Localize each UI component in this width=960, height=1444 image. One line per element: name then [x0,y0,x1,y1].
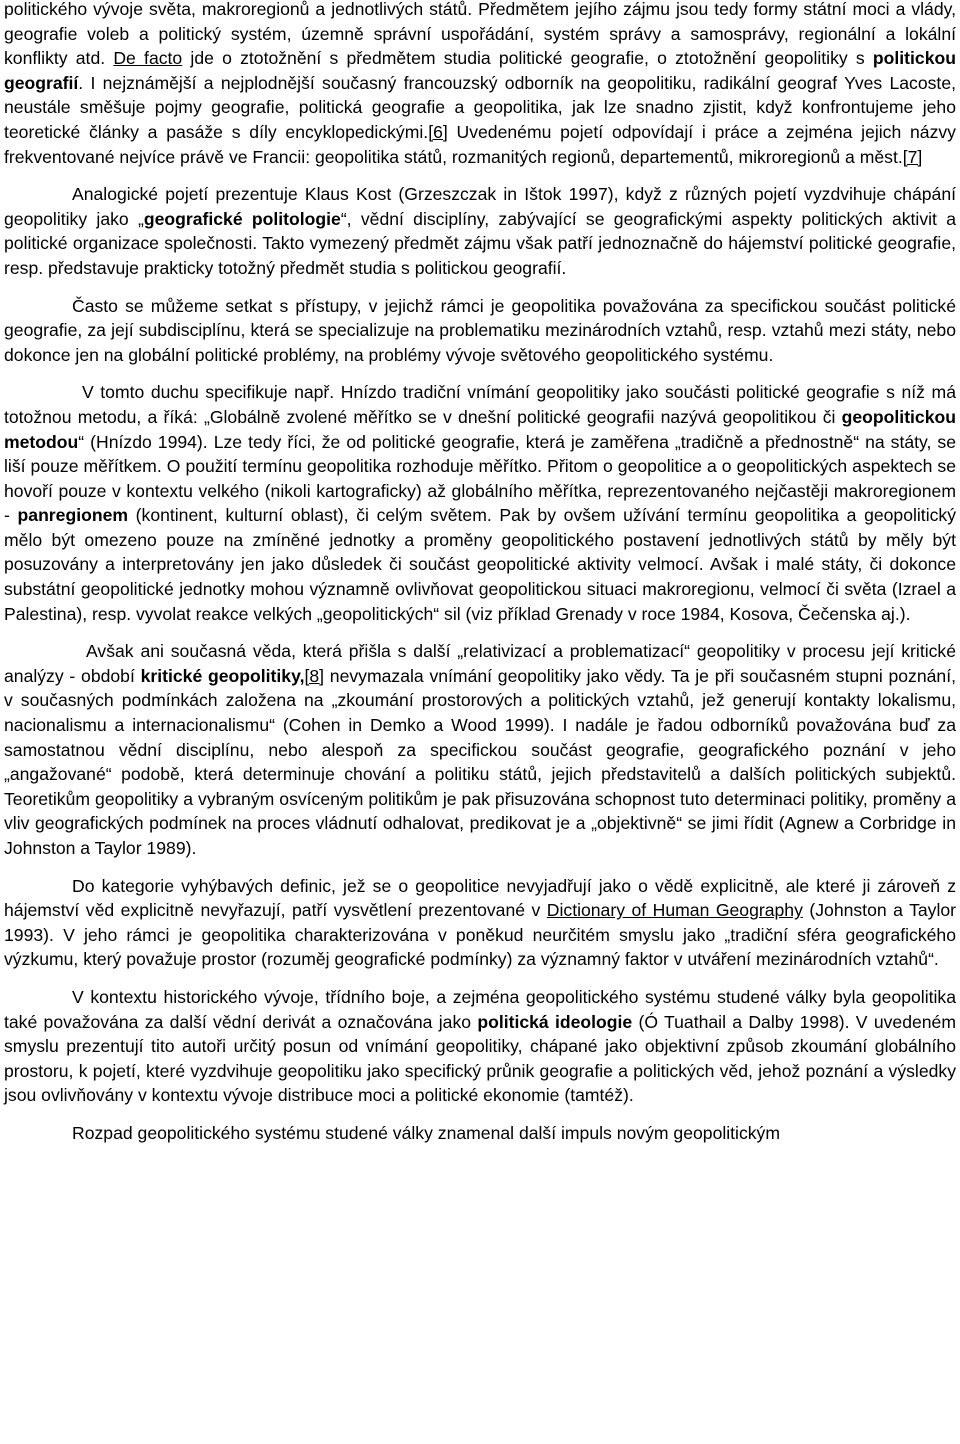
text-run: “ (Hnízdo 1994). Lze tedy říci, že od politické geografie, která je zaměřena „tradičně a přednostně“ na státy, se liší pouze měřítkem. O použití termínu geopolitika rozhoduje měřítko. Přitom o geopolitice a o geopolitických aspektech se hovoří pouze v kontextu velkého (nikoli kartograficky) až globálního měřítka, reprezentovaného nejčastěji makroregionem - [4,431,956,526]
bold-term: panregionem [17,505,128,526]
text-run: (Johnston a Taylor 1993). V jeho rámci je geopolitika charakterizována v poněkud neurčitém smyslu jako „tradiční sféra geografického výzkumu, který považuje prostor (rozuměj geografické podmínky) za významný faktor v utváření mezinárodních vztahů“. [4,900,956,970]
bold-term: geopolitickou metodou [4,406,956,452]
text-run: V kontextu historického vývoje, třídního boje, a zejména geopolitického systému studené války byla geopolitika také považována za další vědní derivát a označována jako [4,986,956,1032]
text-run: Rozpad geopolitického systému studené války znamenal další impuls novým geopolitickým [72,1122,781,1143]
text-run: politického vývoje světa, makroregionů a jednotlivých států. Předmětem jejího zájmu jsou tedy formy státní moci a vlády, geografie voleb a politický systém, územně správní uspořádání, systém správy a samosprávy, regionální a lokální konflikty atd. [4,0,956,69]
bold-term: politickou geografií [4,48,956,93]
document-body [4,0,956,1146]
text-run: (kontinent, kulturní oblast), či celým světem. Pak by ovšem užívání termínu geopolitika a geopolitický mělo být omezeno pouze na zmíněné jednotky a proměny geopolitického postavení jednotlivých států by měly být posuzovány a interpretovány jen jako důsledek či součást geopolitické aktivity velmocí. Avšak i malé státy, či dokonce substátní geopolitické jednotky mohou významně ovlivňovat geopolitickou situaci makroregionu, velmocí či světa (Izrael a Palestina), resp. vyvolat reakce velkých „geopolitických“ sil (viz příklad Grenady v roce 1984, Kosova, Čečenska aj.). [4,505,956,624]
text-run: V tomto duchu specifikuje např. Hnízdo tradiční vnímání geopolitiky jako součásti politické geografie s níž má totožnou metodu, a říká: „Globálně zvolené měřítko se v dnešní politické geografii nazývá geopolitikou či [4,382,956,427]
text-run: Často se můžeme setkat s přístupy, v jejichž rámci je geopolitika považována za specifickou součást politické geografie, za její subdisciplínu, která se specializuje na problematiku mezinárodních vztahů, resp. vztahů mezi státy, nebo dokonce jen na globální politické problémy, na problémy vývoje světového geopolitického systému. [4,295,956,365]
hyperlink[interactable]: Dictionary of Human Geography [546,900,803,921]
text-run: Avšak ani současná věda, která přišla s další „relativizací a problematizací“ geopolitiky v procesu její kritické analýzy - období [4,641,956,686]
paragraph [4,182,956,280]
text-run: nevymazala vnímání geopolitiky jako vědy. Ta je při současném stupni poznání, v současných podmínkách založena na „zkoumání prostorových a politických vztahů, jež generují kontakty lokalismu, nacionalismu a internacionalismu“ (Cohen in Demko a Wood 1999). I nadále je řadou odborníků považována buď za samostatnou vědní disciplínu, nebo alespoň za specifickou součást geografie, geografického poznání v jeho „angažované“ podobě, která determinuje chování a politiku států, jejich představitelů a dalších politických subjektů. Teoretikům geopolitiky a vybraným osvíceným politikům je pak přisuzována schopnost tuto determinaci politiky, proměny a vliv geografických podmínek na proces vládnutí odhalovat, predikovat je a „objektivně“ se jimi řídit (Agnew a Corbridge in Johnston a Taylor 1989). [4,665,956,858]
paragraph [4,639,956,860]
paragraph [4,380,956,626]
hyperlink[interactable]: [8] [304,665,325,686]
hyperlink[interactable]: [7] [902,146,923,167]
text-run: Uvedenému pojetí odpovídají i práce a zejména jejich názvy frekventované nejvíce právě ve Francii: geopolitika států, rozmanitých regionů, departementů, mikroregionů a měst. [4,121,956,167]
text-run: “, vědní disciplíny, zabývající se geografickými aspekty politických aktivit a politické organizace společnosti. Takto vymezený předmět zájmu však patří jednoznačně do hájemství politické geografie, resp. představuje prakticky totožný předmět studia s politickou geografií. [4,208,957,278]
text-run: Analogické pojetí prezentuje Klaus Kost (Grzeszczak in Ištok 1997), když z různých pojetí vyzdvihuje chápání geopolitiky jako „ [4,184,956,229]
bold-term: politická ideologie [477,1011,633,1032]
text-run: jde o ztotožnění s předmětem studia politické geografie, o ztotožnění geopolitiky s [182,48,873,69]
paragraph [4,0,956,169]
bold-term: geografické politologie [143,208,341,229]
text-run: Do kategorie vyhýbavých definic, jež se o geopolitice nevyjadřují jako o vědě explicitně, ale které ji zároveň z hájemství věd explicitně nevyřazují, patří vysvětlení prezentované v [4,875,956,921]
paragraph [4,985,956,1108]
bold-term: kritické geopolitiky, [140,665,305,686]
paragraph [4,294,956,368]
paragraph [4,874,956,972]
hyperlink[interactable]: [6] [428,121,448,142]
text-run: (Ó Tuathail a Dalby 1998). V uvedeném smyslu prezentují tito autoři určitý posun od vnímání geopolitiky, chápané jako objektivní způsob zkoumání globálního prostoru, k pojetí, které vyzdvihuje geopolitiku jako specifický průnik geografie a politických věd, jehož poznání a výsledky jsou ovlivňovány v kontextu vývoje distribuce moci a politické ekonomie (tamtéž). [4,1011,956,1106]
text-run: . I nejznámější a nejplodnější současný francouzský odborník na geopolitiku, radikální geograf Yves Lacoste, neustále směšuje pojmy geografie, politická geografie a geopolitika, jak lze snadno zjistit, když konfrontujeme jeho teoretické články a pasáže s díly encyklopedickými. [4,72,956,142]
hyperlink[interactable]: De facto [113,48,183,69]
paragraph [4,1121,956,1146]
